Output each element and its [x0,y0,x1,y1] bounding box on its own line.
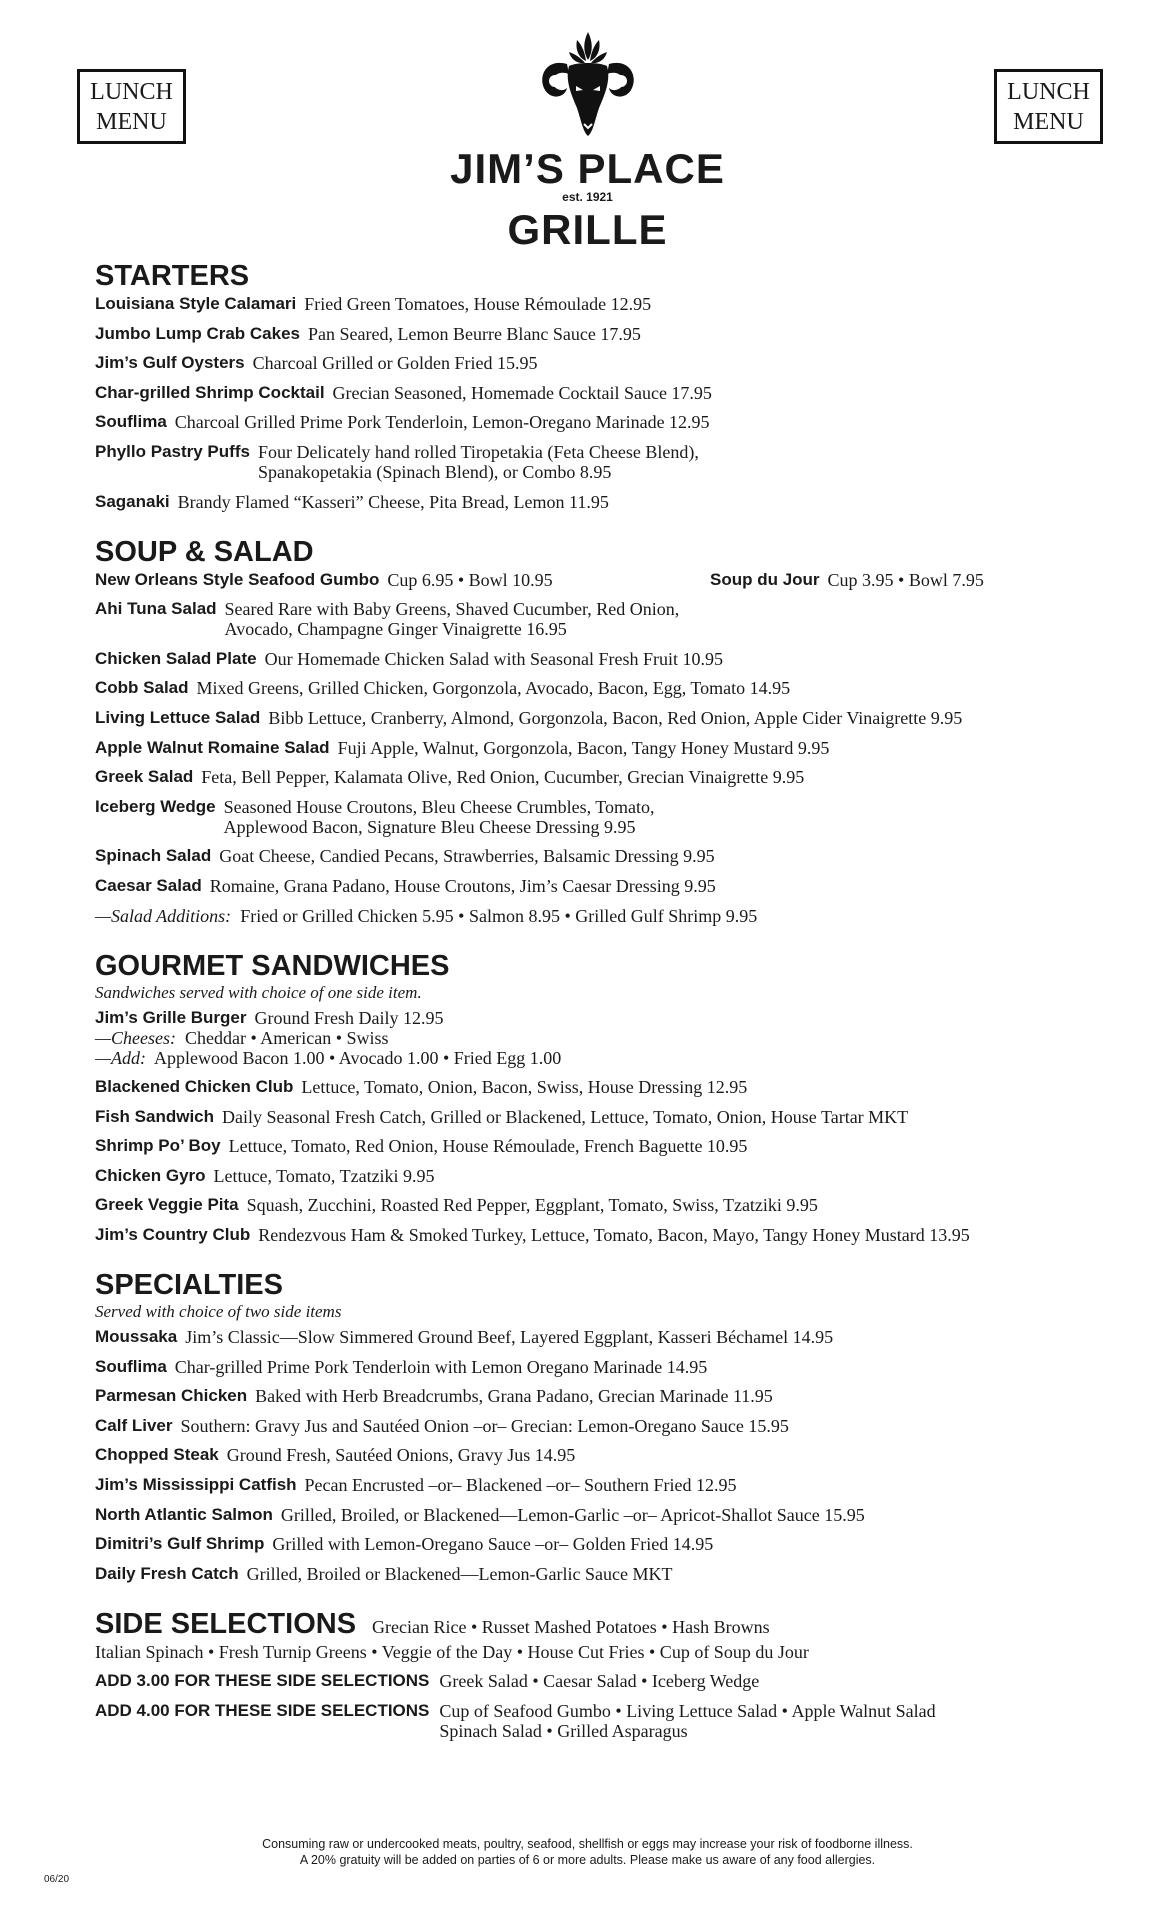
item-desc: Bibb Lettuce, Cranberry, Almond, Gorgonzola, Bacon, Red Onion, Apple Cider Vinaigrette 9.95 [268,707,963,728]
item-desc: Pan Seared, Lemon Beurre Blanc Sauce 17.95 [308,323,641,344]
item-desc: Grecian Seasoned, Homemade Cocktail Sauce 17.95 [332,382,712,403]
item-name: Shrimp Po’ Boy [95,1136,221,1156]
established-year: est. 1921 [562,190,613,204]
item-desc: Southern: Gravy Jus and Sautéed Onion –or– Grecian: Lemon-Oregano Sauce 15.95 [180,1415,789,1436]
menu-item [95,767,1095,787]
add3-label: ADD 3.00 FOR THESE SIDE SELECTIONS [95,1671,430,1691]
section-subtitle: Served with choice of two side items [95,1302,342,1322]
item-desc: Seared Rare with Baby Greens, Shaved Cucumber, Red Onion, [224,599,680,620]
item-desc: Ground Fresh Daily 12.95 [254,1007,444,1028]
footer-line-1: Consuming raw or undercooked meats, poultry, seafood, shellfish or eggs may increase your risk of foodborne illness. [262,1837,913,1851]
menu-item [95,442,1095,482]
item-desc: Lettuce, Tomato, Tzatziki 9.95 [213,1165,435,1186]
item-name: Souflima [95,412,167,432]
soup-salad-section [95,534,1095,926]
section-title: SIDE SELECTIONS [95,1607,357,1640]
item-desc: Char-grilled Prime Pork Tenderloin with Lemon Oregano Marinade 14.95 [174,1356,708,1377]
add3-sides-row [95,1671,1095,1691]
section-title: STARTERS [95,260,250,292]
menu-item [95,738,1095,758]
item-name: Iceberg Wedge [95,796,216,816]
item-desc: Grilled, Broiled or Blackened—Lemon-Garlic Sauce MKT [246,1563,673,1584]
burger-block [95,1008,1095,1068]
menu-item [95,1008,1095,1028]
menu-item [95,1386,1095,1406]
item-desc: Grilled with Lemon-Oregano Sauce –or– Golden Fried 14.95 [272,1534,714,1555]
item-desc: Our Homemade Chicken Salad with Seasonal Fresh Fruit 10.95 [264,648,724,669]
item-desc: Mixed Greens, Grilled Chicken, Gorgonzola, Avocado, Bacon, Egg, Tomato 14.95 [196,678,791,699]
item-name: Chicken Gyro [95,1165,206,1185]
menu-item [95,1445,1095,1465]
item-name: Jim’s Country Club [95,1225,251,1245]
item-desc: Romaine, Grana Padano, House Croutons, Jim’s Caesar Dressing 9.95 [209,875,716,896]
sides-header [95,1606,1095,1642]
item-name: Parmesan Chicken [95,1386,248,1406]
cheeses-label: —Cheeses: [95,1027,176,1048]
item-desc: Pecan Encrusted –or– Blackened –or– Southern Fried 12.95 [304,1475,737,1496]
menu-item [95,1166,1095,1186]
restaurant-name: JIM’S PLACE [450,145,725,192]
item-desc: Lettuce, Tomato, Onion, Bacon, Swiss, House Dressing 12.95 [301,1077,748,1098]
sides-line-1: Grecian Rice • Russet Mashed Potatoes • Hash Browns [372,1616,770,1637]
menu-item [95,649,1095,669]
menu-item [95,1416,1095,1436]
section-title: GOURMET SANDWICHES [95,949,450,982]
section-title: SPECIALTIES [95,1269,283,1302]
item-name: Fish Sandwich [95,1106,215,1126]
item-desc: Cup 6.95 • Bowl 10.95 [387,569,553,590]
sides-line-2: Italian Spinach • Fresh Turnip Greens • Veggie of the Day • House Cut Fries • Cup of Soup du Jour [95,1641,809,1662]
item-name: North Atlantic Salmon [95,1504,273,1524]
item-desc: Rendezvous Ham & Smoked Turkey, Lettuce, Tomato, Bacon, Mayo, Tangy Honey Mustard 13.95 [258,1225,970,1246]
additions-label: —Salad Additions: [95,905,232,926]
burger-addons [95,1048,1095,1068]
item-name: Cobb Salad [95,678,189,698]
add4-label: ADD 4.00 FOR THESE SIDE SELECTIONS [95,1701,430,1720]
menu-item [95,1195,1095,1215]
item-name: Souflima [95,1356,167,1376]
menu-item [95,876,1095,896]
item-name: Soup du Jour [710,569,820,589]
add-label: —Add: [95,1047,146,1068]
item-name: Phyllo Pastry Puffs [95,441,250,461]
item-name: Saganaki [95,491,170,511]
section-title: SOUP & SALAD [95,535,314,568]
item-name: Jim’s Grille Burger [95,1007,247,1027]
item-desc: Seasoned House Croutons, Bleu Cheese Crumbles, Tomato, [223,796,655,817]
item-name: Apple Walnut Romaine Salad [95,737,330,757]
menu-item [95,708,1095,728]
menu-item [95,412,1095,432]
menu-item [95,599,1095,639]
item-name: Moussaka [95,1327,178,1347]
item-name: Spinach Salad [95,846,212,866]
item-name: Chopped Steak [95,1445,219,1465]
item-name: Greek Salad [95,767,194,787]
item-desc-cont: Spanakopetakia (Spinach Blend), or Combo 8.95 [257,461,612,482]
soup-row [95,570,1095,590]
menu-item [95,1357,1095,1377]
menu-item [95,492,1095,512]
add4-list-cont: Spinach Salad • Grilled Asparagus [439,1721,688,1741]
item-desc: Cup 3.95 • Bowl 7.95 [827,569,984,590]
item-desc: Feta, Bell Pepper, Kalamata Olive, Red Onion, Cucumber, Grecian Vinaigrette 9.95 [201,767,805,788]
menu-item [95,1327,1095,1347]
item-name: Blackened Chicken Club [95,1077,294,1097]
item-name: Char-grilled Shrimp Cocktail [95,382,325,402]
item-desc: Grilled, Broiled, or Blackened—Lemon-Garlic –or– Apricot-Shallot Sauce 15.95 [280,1504,865,1525]
add3-list: Greek Salad • Caesar Salad • Iceberg Wedge [439,1671,760,1692]
footer-disclaimer [0,1836,1175,1868]
add-list: Applewood Bacon 1.00 • Avocado 1.00 • Fried Egg 1.00 [154,1047,562,1068]
section-subtitle: Sandwiches served with choice of one side item. [95,982,422,1002]
item-desc: Fuji Apple, Walnut, Gorgonzola, Bacon, Tangy Honey Mustard 9.95 [337,737,830,758]
menu-item [95,1077,1095,1097]
menu-item [95,383,1095,403]
item-name: Living Lettuce Salad [95,707,261,727]
menu-item [95,1107,1095,1127]
date-code: 06/20 [44,1874,70,1885]
item-name: Greek Veggie Pita [95,1195,239,1215]
item-name: Jumbo Lump Crab Cakes [95,323,300,343]
starters-section [95,258,1095,512]
lunch-menu-badge-right: LUNCH MENU [994,69,1103,144]
menu-item [95,678,1095,698]
item-desc: Goat Cheese, Candied Pecans, Strawberries, Balsamic Dressing 9.95 [219,846,715,867]
add4-list: Cup of Seafood Gumbo • Living Lettuce Salad • Apple Walnut Salad [439,1701,936,1721]
item-desc: Four Delicately hand rolled Tiropetakia (Feta Cheese Blend), [257,441,699,462]
sides-section [95,1606,1095,1741]
item-desc: Lettuce, Tomato, Red Onion, House Rémoulade, French Baguette 10.95 [228,1136,748,1157]
item-desc: Charcoal Grilled Prime Pork Tenderloin, Lemon-Oregano Marinade 12.95 [174,412,710,433]
menu-item [95,846,1095,866]
add4-sides-row [95,1701,1095,1741]
ram-head-with-lotus-icon [0,28,1175,140]
item-name: Chicken Salad Plate [95,648,257,668]
item-desc: Ground Fresh, Sautéed Onions, Gravy Jus 14.95 [226,1445,576,1466]
item-desc: Fried Green Tomatoes, House Rémoulade 12.95 [304,294,652,314]
menu-item [95,1475,1095,1495]
menu-item [95,1136,1095,1156]
item-name: Louisiana Style Calamari [95,294,297,313]
restaurant-subtitle: GRILLE [507,206,668,253]
item-name: Jim’s Mississippi Catfish [95,1475,297,1495]
burger-cheeses [95,1028,1095,1048]
menu-item [95,353,1095,373]
salad-additions [95,906,1095,926]
item-name: Calf Liver [95,1415,173,1435]
item-name: Caesar Salad [95,875,202,895]
item-desc: Charcoal Grilled or Golden Fried 15.95 [252,353,538,374]
lunch-menu-badge-left: LUNCH MENU [77,69,186,144]
menu-item [95,324,1095,344]
menu-item [95,294,1095,314]
cheeses-list: Cheddar • American • Swiss [184,1027,389,1048]
item-desc-cont: Applewood Bacon, Signature Bleu Cheese Dressing 9.95 [223,816,636,837]
item-desc: Daily Seasonal Fresh Catch, Grilled or Blackened, Lettuce, Tomato, Onion, House Tartar MKT [222,1106,909,1127]
item-name: Daily Fresh Catch [95,1563,239,1583]
item-desc: Squash, Zucchini, Roasted Red Pepper, Eggplant, Tomato, Swiss, Tzatziki 9.95 [246,1195,818,1216]
specialties-section [95,1267,1095,1584]
additions-list: Fried or Grilled Chicken 5.95 • Salmon 8.95 • Grilled Gulf Shrimp 9.95 [240,905,758,926]
item-name: New Orleans Style Seafood Gumbo [95,569,380,589]
footer-line-2: A 20% gratuity will be added on parties of 6 or more adults. Please make us aware of any food allergies. [299,1853,876,1867]
item-desc: Brandy Flamed “Kasseri” Cheese, Pita Bread, Lemon 11.95 [177,491,609,512]
item-desc: Jim’s Classic—Slow Simmered Ground Beef, Layered Eggplant, Kasseri Béchamel 14.95 [185,1327,834,1348]
item-name: Dimitri’s Gulf Shrimp [95,1534,265,1554]
menu-item [95,1534,1095,1554]
item-desc-cont: Avocado, Champagne Ginger Vinaigrette 16.95 [224,619,567,640]
menu-item [95,797,1095,837]
menu-item [95,1505,1095,1525]
item-desc: Baked with Herb Breadcrumbs, Grana Padano, Grecian Marinade 11.95 [255,1386,773,1407]
sandwiches-section [95,948,1095,1246]
item-name: Ahi Tuna Salad [95,599,217,619]
item-name: Jim’s Gulf Oysters [95,353,245,373]
menu-item [95,1225,1095,1245]
menu-item [95,1564,1095,1584]
